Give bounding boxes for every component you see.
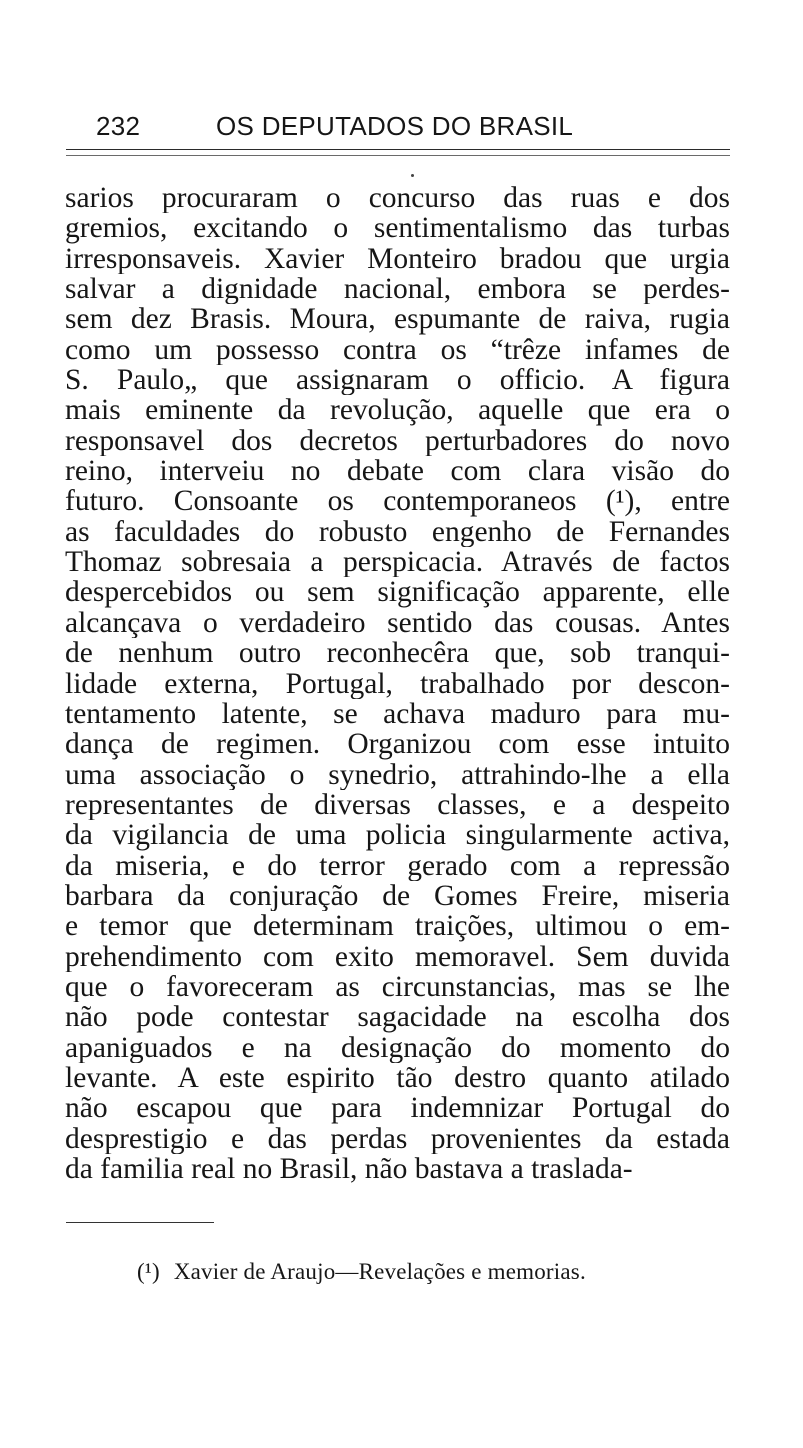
body-line: que o favoreceram as circunstancias, mas se lhe (65, 971, 730, 1003)
body-line: lidade externa, Portugal, trabalhado por descon- (65, 668, 730, 699)
body-line: as faculdades do robusto engenho de Fernandes (65, 516, 730, 548)
body-line: levante. A este espirito tão destro quanto atilado (65, 1062, 730, 1094)
footnote-marker: (¹) (137, 1259, 160, 1284)
body-line: Thomaz sobresaia a perspicacia. Através de factos (65, 547, 730, 578)
footnote (137, 1259, 586, 1285)
body-line: dança de regimen. Organizou com esse intuito (65, 729, 730, 760)
body-line: não pode contestar sagacidade na escolha dos (65, 1002, 730, 1033)
running-title: OS DEPUTADOS DO BRASIL (216, 111, 574, 141)
body-line: S. Paulo„ que assignaram o officio. A figura (65, 365, 730, 396)
body-text (65, 183, 730, 1184)
body-line: alcançava o verdadeiro sentido das cousas. Antes (65, 607, 730, 639)
page-number: 232 (96, 111, 141, 141)
body-line: representantes de diversas classes, e a despeito (65, 789, 730, 821)
body-line: da vigilancia de uma policia singularmente activa, (65, 820, 730, 851)
body-line: despercebidos ou sem significação apparente, elle (65, 577, 730, 608)
body-line: de nenhum outro reconhecêra que, sob tranqui- (65, 638, 730, 669)
body-line: desprestigio e das perdas provenientes da estada (65, 1123, 730, 1154)
body-line: mais eminente da revolução, aquelle que era o (65, 395, 730, 426)
page-header (96, 111, 736, 145)
body-line: não escapou que para indemnizar Portugal do (65, 1093, 730, 1124)
footnote-text: Xavier de Araujo—Revelações e memorias. (173, 1259, 586, 1284)
body-line: reino, interveiu no debate com clara visão do (65, 456, 730, 487)
body-line: irresponsaveis. Xavier Monteiro bradou que urgia (65, 243, 730, 275)
body-line: como um possesso contra os “trêze infames de (65, 334, 730, 366)
body-line: apaniguados e na designação do momento do (65, 1032, 730, 1063)
body-line: sem dez Brasis. Moura, espumante de raiva, rugia (65, 304, 730, 335)
print-speck (411, 174, 414, 177)
body-line: responsavel dos decretos perturbadores do novo (65, 425, 730, 457)
body-line: da miseria, e do terror gerado com a repressão (65, 850, 730, 881)
body-line: da familia real no Brasil, não bastava a traslada- (65, 1154, 633, 1185)
header-rule (66, 149, 730, 150)
body-line: salvar a dignidade nacional, embora se perdes- (65, 274, 730, 305)
body-line: uma associação o synedrio, attrahindo-lhe a ella (65, 759, 730, 790)
body-line: barbara da conjuração de Gomes Freire, miseria (65, 880, 730, 912)
body-line: futuro. Consoante os contemporaneos (¹), entre (65, 486, 730, 517)
body-line: sarios procuraram o concurso das ruas e dos (65, 183, 730, 214)
body-line: e temor que determinam traições, ultimou o em- (65, 911, 730, 942)
header-rule-secondary (66, 155, 730, 156)
body-line: prehendimento com exito memoravel. Sem duvida (65, 941, 730, 972)
footnote-rule (66, 1222, 214, 1223)
body-line: gremios, excitando o sentimentalismo das turbas (65, 213, 730, 244)
body-line: tentamento latente, se achava maduro para mu- (65, 698, 730, 730)
